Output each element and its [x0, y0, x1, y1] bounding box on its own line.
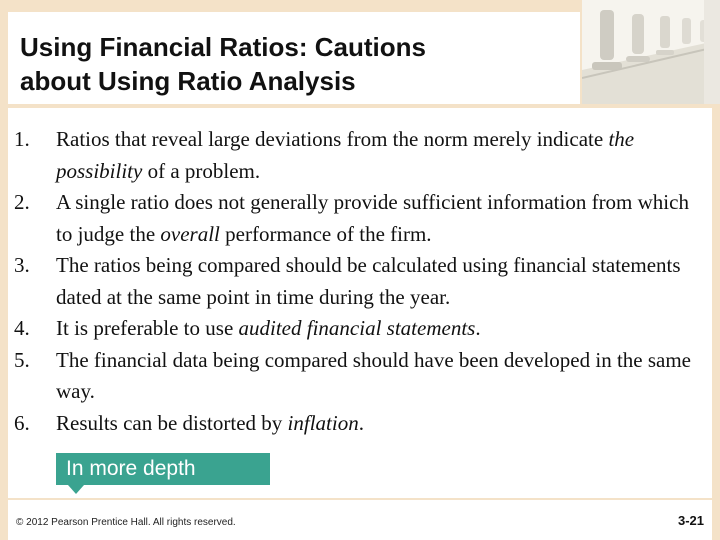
list-item-text [56, 411, 364, 435]
list-item-number: 4. [14, 316, 30, 340]
list-item [8, 408, 708, 440]
slide-title [20, 30, 580, 98]
list-item-text [56, 190, 689, 246]
text-segment: It is preferable to use [56, 316, 239, 340]
list-item-number: 5. [14, 347, 30, 372]
text-segment: Ratios that reveal large deviations from the norm merely indicate [56, 127, 609, 151]
list-item [8, 345, 708, 408]
callout-pointer-icon [68, 485, 84, 494]
slide-title-line-2: about Using Ratio Analysis [20, 66, 356, 96]
list-item-number: 6. [14, 410, 30, 435]
content-area [8, 108, 712, 498]
in-more-depth-button[interactable] [56, 453, 270, 485]
list-item-text [56, 253, 681, 309]
list-item-text [56, 348, 691, 404]
emphasized-text: the possibility [56, 127, 635, 183]
list-item-number: 1. [14, 127, 30, 151]
cautions-list [8, 124, 708, 439]
emphasized-text: inflation [287, 410, 359, 435]
conference-room-chairs-photo [582, 0, 720, 104]
in-more-depth-label: In more depth [66, 457, 196, 480]
list-item [8, 250, 708, 313]
text-segment: A single ratio does not generally provide sufficient information from which to judge the [56, 190, 689, 246]
text-segment: . [475, 316, 481, 340]
slide-footer [8, 500, 712, 540]
conference-room-photo [582, 0, 720, 104]
emphasized-text: overall [160, 221, 220, 246]
list-item [8, 124, 708, 187]
text-segment: Results can be distorted by [56, 410, 288, 435]
text-segment: performance of the firm. [219, 221, 432, 246]
emphasized-text: audited financial statements [238, 316, 476, 340]
copyright-notice: © 2012 Pearson Prentice Hall. All rights reserved. [16, 517, 236, 528]
text-segment: The financial data being compared should have been developed in the same way. [56, 347, 692, 403]
text-segment: . [358, 410, 364, 435]
list-item-text [56, 316, 481, 340]
slide-title-line-1: Using Financial Ratios: Cautions [20, 32, 426, 62]
list-item [8, 313, 708, 345]
list-item-number: 2. [14, 190, 30, 214]
list-item [8, 187, 708, 250]
slide-number: 3-21 [677, 513, 704, 528]
text-segment: The ratios being compared should be calculated using financial statements dated at the same point in time during the year. [56, 253, 681, 309]
list-item-text [56, 127, 634, 183]
list-item-number: 3. [14, 253, 30, 277]
text-segment: of a problem. [142, 158, 261, 183]
title-area [8, 12, 580, 104]
